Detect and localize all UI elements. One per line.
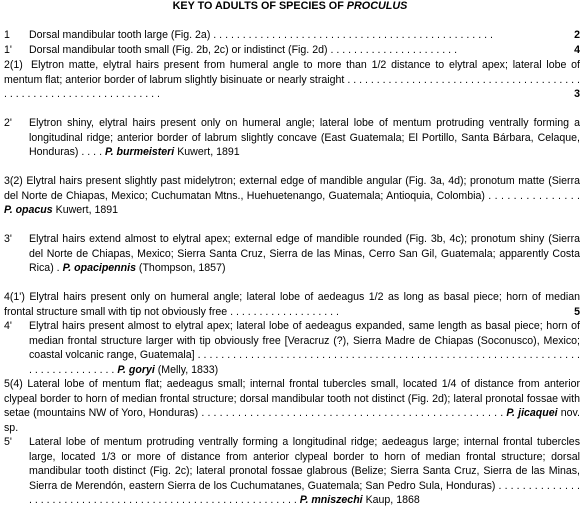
couplet-text: Elytral hairs present slightly past midelytron; external edge of mandible angular (Fig. 3a, 4d); pronotum matte (Sierra del Norte de Chiapas, Mexico; Cuchumatan Mtns., Huehuetenango, Guatemala; Antioquia, Colombia) . . . . . . . . . . . . . . . bbox=[4, 175, 580, 202]
couplet-4-prime bbox=[4, 319, 580, 377]
couplet-text: Elytron matte, elytral hairs present from humeral angle to more than 1/2 distance to elytral apex; lateral lobe of mentum flat; anterior border of labrum slightly bisinuate or nearly straight . . . . . . . . . . . . . . . . . . . . . . . . . . . . . . . . . . . . . . . . . . . . . . . . . . . . . . . . . . . . . . . . . . . bbox=[4, 59, 580, 100]
taxon-name: P. opacipennis bbox=[62, 262, 136, 274]
taxon-name: P. jicaquei bbox=[506, 407, 558, 419]
couplet-4 bbox=[4, 290, 580, 319]
couplet-5 bbox=[4, 377, 580, 435]
couplet-5-prime bbox=[4, 435, 580, 508]
couplet-number: 4' bbox=[4, 320, 12, 332]
couplet-text: Elytron shiny, elytral hairs present only on humeral angle; lateral lobe of mentum protruding ventrally forming a longitudinal ridge; anterior border of labrum slightly concave (East Guatemala; El Portillo, Santa Bárbara, Celaque, Honduras) . . . . bbox=[29, 117, 580, 158]
taxon-name: P. opacus bbox=[4, 204, 53, 216]
taxon-author: Kaup, 1868 bbox=[365, 494, 420, 506]
taxon-author: Kuwert, 1891 bbox=[55, 204, 119, 216]
couplet-step: 2 bbox=[574, 29, 580, 41]
couplet-text: Elytral hairs extend almost to elytral apex; external edge of mandible rounded (Fig. 3b, 4c); pronotum shiny (Sierra del Norte de Chiapas, Mexico; Sierra Santa Cruz, Sierra de las Minas, Cerro San Gil, Guatemala; apparently Costa Rica) . bbox=[29, 233, 580, 274]
couplet-2-body bbox=[4, 58, 580, 102]
couplet-step: 4 bbox=[574, 44, 580, 56]
couplet-text: Elytral hairs present almost to elytral apex; lateral lobe of aedeagus expanded, same length as basal piece; horn of median frontal structure larger with tip obviously free [Veracruz (?), Sierra Madre de Chiapas (Soconusco), Mexico; coastal volcanic range, Guatemala] . . . . . . . . . . . . . . . . . . . . . . . . . . . . . . . . . . . . . . . . . . . . . . . . . . . . . . . . . . . . . . . . . . . . . . . . . . . . . . . . bbox=[29, 320, 580, 376]
couplet-step: 3 bbox=[574, 88, 580, 100]
couplet-number: 3(2) bbox=[4, 175, 23, 187]
couplet-text: Dorsal mandibular tooth small (Fig. 2b, 2c) or indistinct (Fig. 2d) . . . . . . . . . . . . . . . . . . . . . . bbox=[29, 44, 458, 56]
taxon-author: (Melly, 1833) bbox=[157, 363, 219, 376]
taxon-name: P. mniszechi bbox=[299, 494, 363, 506]
couplet-number: 1' bbox=[4, 44, 12, 56]
couplet-2-prime bbox=[4, 116, 580, 160]
couplet-step: 5 bbox=[574, 305, 580, 318]
couplet-1 bbox=[4, 28, 580, 43]
couplet-number: 4(1') bbox=[4, 291, 25, 303]
couplet-text: Elytral hairs present only on humeral angle; lateral lobe of aedeagus 1/2 as long as basal piece; horn of median frontal structure small with tip not obviously free . . . . . . . . . . . . . . . . . . . bbox=[4, 291, 580, 318]
taxon-name: P. goryi bbox=[117, 363, 155, 376]
couplet-text: Dorsal mandibular tooth large (Fig. 2a) . . . . . . . . . . . . . . . . . . . . . . . . . . . . . . . . . . . . . . . . . . . . . . . . bbox=[29, 29, 493, 41]
title-prefix: KEY TO ADULTS OF SPECIES OF bbox=[172, 0, 344, 12]
taxon-author: (Thompson, 1857) bbox=[138, 262, 226, 274]
taxon-author: nov. sp. bbox=[4, 407, 580, 434]
couplet-number: 2(1) bbox=[4, 59, 23, 71]
couplet-number: 5' bbox=[4, 436, 12, 448]
couplet-text: Lateral lobe of mentum protruding ventrally forming a longitudinal ridge; aedeagus large; internal frontal tubercles large, located 1/3 or more of distance from anterior clypeal border to horn of median frontal structure; dorsal mandibular tooth distinct (Fig. 2c); lateral pronotal fossae glabrous (Belize; Sierra Santa Cruz, Sierra de las Minas, Sierra de Merendón, eastern Sierra de los Cuchumatanes, Guatemala; San Pedro Sula, Honduras) . . . . . . . . . . . . . . . . . . . . . . . . . . . . . . . . . . . . . . . . . . . . . . . . . . . . . . . . . . . . bbox=[29, 436, 580, 506]
taxon-author: Kuwert, 1891 bbox=[177, 146, 240, 158]
couplet-3-prime bbox=[4, 232, 580, 276]
couplet-3 bbox=[4, 174, 580, 218]
couplet-text: Lateral lobe of mentum flat; aedeagus small; internal frontal tubercles small, located 1/4 of distance from anterior clypeal border to horn of median frontal structure; dorsal mandibular tooth not distinct (Fig. 2d); lateral pronotal fossae with setae (mountains NW of Yoro, Honduras) . . . . . . . . . . . . . . . . . . . . . . . . . . . . . . . . . . . . . . . . . . . . . . . . . . bbox=[4, 378, 580, 419]
couplet-number: 1 bbox=[4, 29, 10, 41]
title-genus: PROCULUS bbox=[346, 0, 408, 12]
couplet-number: 2' bbox=[4, 117, 12, 129]
taxon-name: P. burmeisteri bbox=[104, 146, 175, 158]
key-title bbox=[0, 0, 580, 13]
couplet-number: 5(4) bbox=[4, 378, 23, 390]
couplet-1-prime bbox=[4, 43, 580, 58]
couplet-number: 3' bbox=[4, 233, 12, 245]
